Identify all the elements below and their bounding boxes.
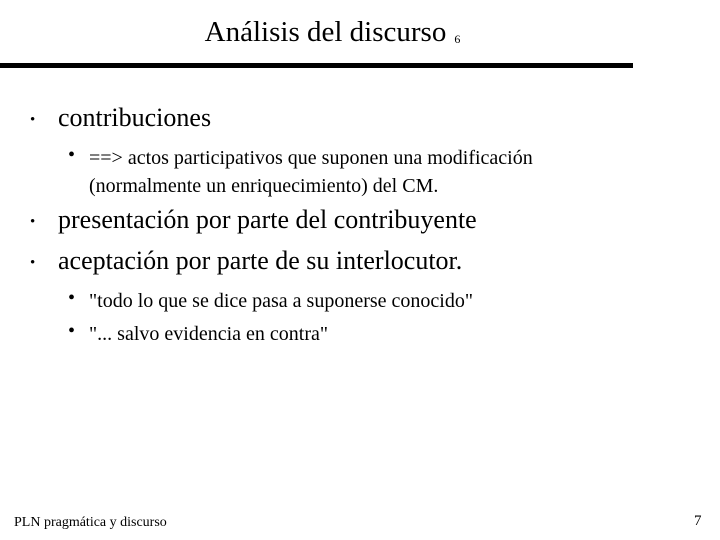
sub-bullet-icon: • <box>68 144 76 166</box>
title-underline <box>0 63 633 68</box>
sub-bullet-icon: • <box>68 320 76 342</box>
sub-bullet-text-line2: (normalmente un enriquecimiento) del CM. <box>89 175 439 197</box>
sub-bullet-icon: • <box>68 287 76 309</box>
bullet-icon: • <box>30 112 36 128</box>
footer-course-label: PLN pragmática y discurso <box>14 515 167 530</box>
slide-title-text: Análisis del discurso <box>204 16 447 48</box>
sub-bullet-text-line1: ==> actos participativos que suponen una modificación <box>89 147 533 169</box>
bullet-text: aceptación por parte de su interlocutor. <box>58 246 463 275</box>
bullet-text: contribuciones <box>58 103 212 132</box>
sub-bullet-text: "todo lo que se dice pasa a suponerse conocido" <box>89 290 473 312</box>
bullet-text: presentación por parte del contribuyente <box>58 205 477 234</box>
page-number: 7 <box>694 513 702 529</box>
slide-title <box>0 16 665 49</box>
bullet-icon: • <box>30 214 36 230</box>
sub-bullet-text: "... salvo evidencia en contra" <box>89 323 329 345</box>
bullet-icon: • <box>30 255 36 271</box>
slide-title-number: 6 <box>454 32 461 46</box>
